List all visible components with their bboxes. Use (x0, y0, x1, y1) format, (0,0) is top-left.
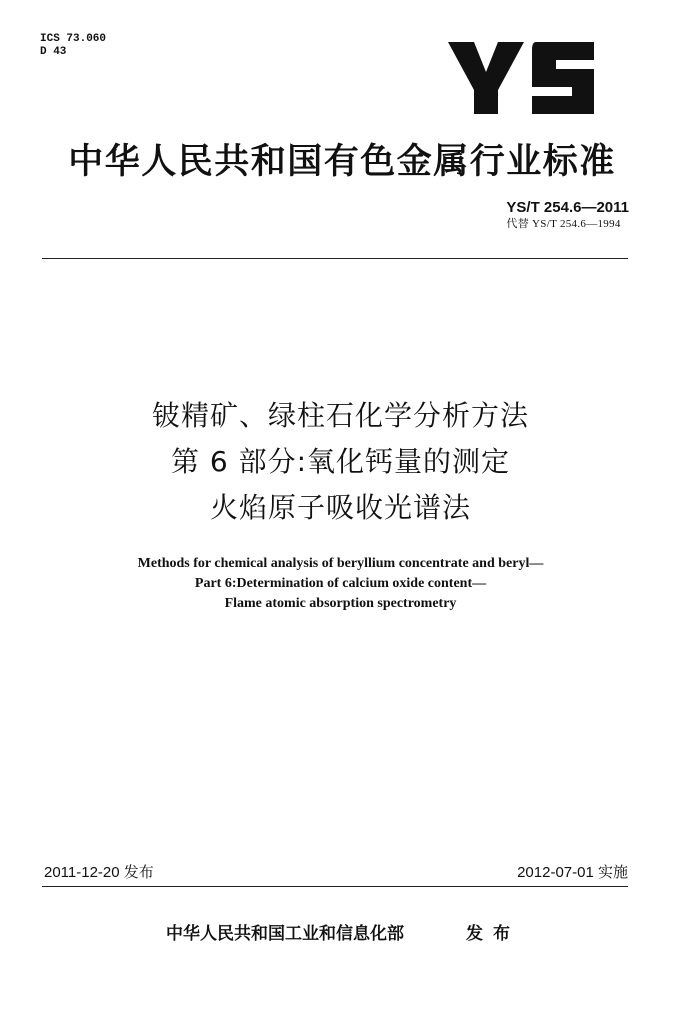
bottom-divider (42, 886, 628, 887)
org-title: 中华人民共和国有色金属行业标准 (68, 142, 616, 182)
english-title (0, 554, 681, 614)
standard-number-block (506, 199, 629, 231)
english-title-line-2: Part 6:Determination of calcium oxide content— (194, 576, 487, 591)
chinese-title-line-2: 第 6 部分:氧化钙量的测定 (170, 445, 511, 478)
classification-codes (40, 33, 106, 59)
replaces-number: 代替 YS/T 254.6—1994 (506, 218, 621, 230)
publisher: 中华人民共和国工业和信息化部 (166, 924, 404, 944)
chinese-title (0, 393, 681, 531)
ys-logo (448, 24, 598, 134)
standard-number: YS/T 254.6—2011 (506, 199, 629, 216)
chinese-title-line-1: 铍精矿、绿柱石化学分析方法 (151, 399, 529, 432)
english-title-line-3: Flame atomic absorption spectrometry (224, 596, 457, 611)
english-title-line-1: Methods for chemical analysis of beryllium concentrate and beryl— (137, 556, 544, 571)
implementation-date: 2012-07-01 实施 (517, 864, 628, 881)
issue-date: 2011-12-20 发布 (44, 864, 154, 881)
ics-code: ICS 73.060 (40, 33, 107, 45)
chinese-title-line-3: 火焰原子吸收光谱法 (209, 491, 471, 524)
top-divider (42, 258, 628, 259)
publish-word: 发布 (466, 924, 520, 944)
class-code: D 43 (40, 46, 67, 58)
